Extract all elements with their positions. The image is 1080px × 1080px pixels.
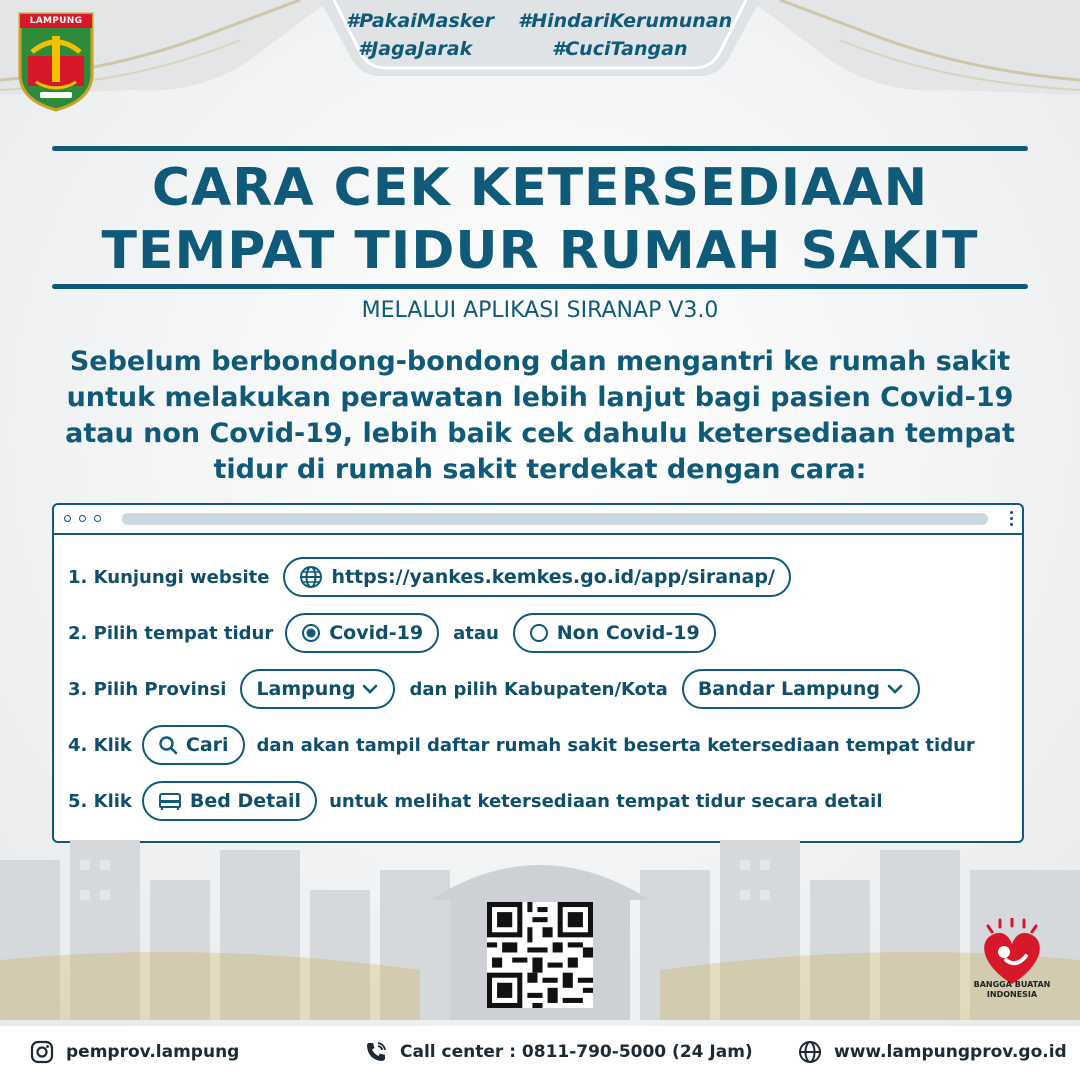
radio-non-covid-19-label: Non Covid-19 bbox=[556, 622, 700, 644]
step-4-label: 4. Klik bbox=[68, 734, 132, 756]
browser-window bbox=[52, 503, 1024, 843]
city-select[interactable] bbox=[682, 669, 920, 709]
step-2-or: atau bbox=[453, 622, 499, 644]
hashtag-banner bbox=[320, 0, 760, 76]
kebab-menu-icon[interactable] bbox=[1010, 511, 1014, 527]
radio-non-covid-19[interactable] bbox=[513, 613, 716, 653]
province-select[interactable] bbox=[240, 669, 395, 709]
search-button[interactable] bbox=[142, 725, 245, 765]
step-1 bbox=[68, 555, 791, 599]
phone-icon bbox=[364, 1040, 388, 1064]
step-3-mid: dan pilih Kabupaten/Kota bbox=[409, 678, 668, 700]
lampung-logo bbox=[18, 12, 94, 112]
page-title-line1: CARA CEK KETERSEDIAAN bbox=[151, 158, 929, 218]
step-3 bbox=[68, 667, 920, 711]
logo-label: LAMPUNG bbox=[29, 16, 83, 26]
hashtag-hindari-kerumunan: #HindariKerumunan bbox=[518, 10, 733, 32]
globe-icon bbox=[299, 565, 323, 589]
bangga-buatan-indonesia-text: BANGGA BUATAN INDONESIA bbox=[973, 980, 1051, 999]
title-rule-top bbox=[52, 146, 1028, 151]
browser-topbar bbox=[54, 505, 1022, 535]
chevron-down-icon bbox=[361, 680, 379, 698]
window-dot-icon bbox=[94, 515, 101, 522]
intro-paragraph: Sebelum berbondong-bondong dan mengantri ke rumah sakit untuk melakukan perawatan lebih lanjut bagi pasien Covid-19 atau non Covid-19, lebih baik cek dahulu ketersediaan tempat tidur di rumah sakit terdekat dengan cara: bbox=[65, 346, 1015, 485]
chevron-down-icon bbox=[886, 680, 904, 698]
website-address: www.lampungprov.go.id bbox=[834, 1042, 1067, 1062]
footer-instagram[interactable] bbox=[30, 1040, 239, 1064]
step-1-label: 1. Kunjungi website bbox=[68, 566, 270, 588]
hashtag-jaga-jarak: #JagaJarak bbox=[358, 38, 473, 60]
footer-callcenter[interactable] bbox=[364, 1040, 753, 1064]
step-3-label: 3. Pilih Provinsi bbox=[68, 678, 227, 700]
radio-covid-19[interactable] bbox=[285, 613, 439, 653]
step-4 bbox=[68, 723, 975, 767]
title-rule-bottom bbox=[52, 284, 1028, 289]
address-bar[interactable] bbox=[122, 513, 988, 525]
instagram-handle: pemprov.lampung bbox=[66, 1042, 240, 1062]
subtitle: MELALUI APLIKASI SIRANAP V3.0 bbox=[361, 298, 719, 323]
callcenter-number: Call center : 0811-790-5000 (24 Jam) bbox=[400, 1042, 753, 1062]
step-5 bbox=[68, 779, 883, 823]
bed-detail-label: Bed Detail bbox=[189, 790, 302, 812]
province-value: Lampung bbox=[256, 678, 356, 700]
step-2-label: 2. Pilih tempat tidur bbox=[68, 622, 274, 644]
radio-checked-icon bbox=[301, 623, 321, 643]
search-icon bbox=[158, 735, 178, 755]
footer-website[interactable] bbox=[798, 1040, 1067, 1064]
window-dot-icon bbox=[64, 515, 71, 522]
search-button-label: Cari bbox=[185, 734, 229, 756]
bed-detail-button[interactable] bbox=[142, 781, 317, 821]
qr-code[interactable] bbox=[487, 902, 593, 1008]
step-2 bbox=[68, 611, 716, 655]
website-url: https://yankes.kemkes.go.id/app/siranap/ bbox=[331, 566, 775, 588]
page-title-line2: TEMPAT TIDUR RUMAH SAKIT bbox=[101, 221, 979, 281]
hashtag-cuci-tangan: #CuciTangan bbox=[552, 38, 688, 60]
bed-icon bbox=[158, 791, 182, 811]
corner-ornament-right bbox=[750, 0, 1080, 120]
globe-icon bbox=[798, 1040, 822, 1064]
step-4-after: dan akan tampil daftar rumah sakit beserta ketersediaan tempat tidur bbox=[256, 734, 975, 756]
hashtag-pakai-masker: #PakaiMasker bbox=[346, 10, 494, 32]
radio-covid-19-label: Covid-19 bbox=[329, 622, 424, 644]
window-dot-icon bbox=[79, 515, 86, 522]
radio-unchecked-icon bbox=[529, 623, 549, 643]
step-5-label: 5. Klik bbox=[68, 790, 132, 812]
instagram-icon bbox=[30, 1040, 54, 1064]
website-url-pill[interactable] bbox=[283, 557, 791, 597]
city-value: Bandar Lampung bbox=[697, 678, 881, 700]
step-5-after: untuk melihat ketersediaan tempat tidur secara detail bbox=[329, 790, 883, 812]
